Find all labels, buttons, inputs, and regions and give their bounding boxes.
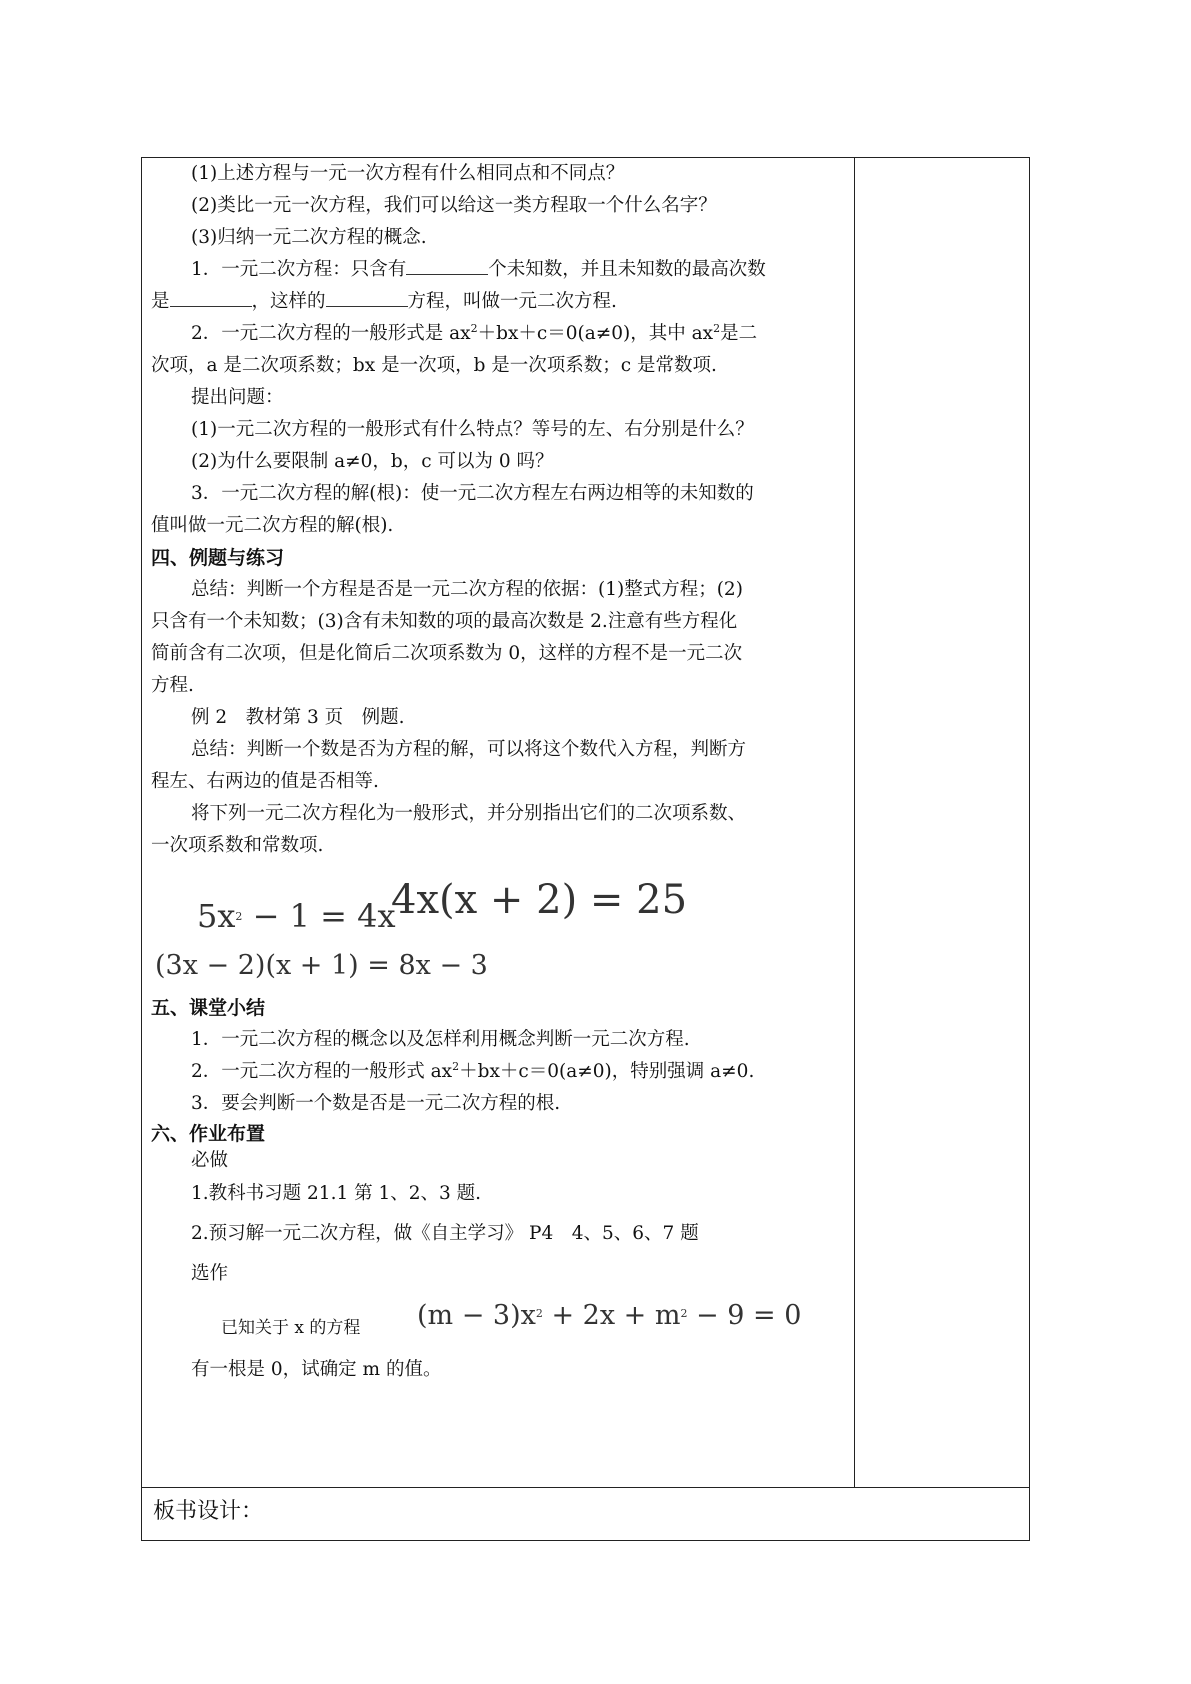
def1-text-a: 1．一元二次方程：只含有 [191, 259, 407, 280]
question-line: (1)上述方程与一元一次方程有什么相同点和不同点？ [191, 163, 625, 184]
example-2: 例 2 教材第 3 页 例题. [191, 707, 405, 728]
superscript: 2 [470, 322, 478, 335]
superscript: 2 [713, 322, 721, 335]
exercise-instruction: 一次项系数和常数项. [151, 835, 324, 856]
summary-item-text-a: 2．一元二次方程的一般形式 ax [191, 1061, 453, 1082]
summary-item [151, 1088, 841, 1120]
def2-text-b: ＋bx＋c＝0(a≠0)，其中 ax [477, 323, 714, 344]
superscript: 2 [452, 1060, 460, 1073]
question-line: (2)类比一元一次方程，我们可以给这一类方程取一个什么名字？ [191, 195, 717, 216]
section-6-title: 六、作业布置 [151, 1123, 266, 1145]
summary-item-text: 3．要会判断一个数是否是一元二次方程的根. [191, 1093, 561, 1114]
equation-3: (3x − 2)(x + 1) = 8x − 3 [155, 950, 488, 981]
fill-blank [326, 286, 408, 307]
question-item: (2)为什么要限制 a≠0，b，c 可以为 0 吗？ [191, 451, 554, 472]
def2-text-c: 是二 [720, 323, 758, 344]
equation-1 [197, 897, 396, 935]
equation-1-b: − 1 = 4x [242, 897, 396, 935]
def1-text-c: 是 [151, 291, 170, 312]
known-label: 已知关于 x 的方程 [221, 1318, 361, 1338]
definition-2 [151, 318, 841, 350]
optional-problem [151, 1294, 841, 1346]
superscript: 2 [535, 1307, 543, 1320]
exercise-equations [151, 877, 841, 992]
question-item: (1)一元二次方程的一般形式有什么特点？等号的左、右分别是什么？ [191, 419, 754, 440]
summary-1: 总结：判断一个方程是否是一元二次方程的依据：(1)整式方程；(2) [191, 579, 743, 600]
summary-item [151, 1024, 841, 1056]
table-row-divider [141, 1487, 1030, 1488]
optional-equation-c: − 9 = 0 [687, 1300, 802, 1331]
def1-text-e: 方程，叫做一元二次方程. [407, 291, 617, 312]
exercise-instruction: 将下列一元二次方程化为一般形式，并分别指出它们的二次项系数、 [191, 803, 747, 824]
definition-2-cont: 次项，a 是二次项系数；bx 是一次项，b 是一次项系数；c 是常数项. [151, 355, 717, 376]
required-label: 必做 [191, 1150, 229, 1171]
board-design-label: 板书设计： [153, 1499, 264, 1524]
table-column-divider [854, 157, 855, 1487]
def1-text-d: ，这样的 [251, 291, 326, 312]
equation-1-a: 5x [197, 897, 236, 935]
homework-item: 2.预习解一元二次方程，做《自主学习》 P4 4、5、6、7 题 [191, 1223, 699, 1244]
optional-label: 选作 [191, 1263, 229, 1284]
summary-item-text-b: ＋bx＋c＝0(a≠0)，特别强调 a≠0. [459, 1061, 755, 1082]
optional-equation [417, 1300, 801, 1332]
summary-1: 只含有一个未知数；(3)含有未知数的项的最高次数是 2.注意有些方程化 [151, 611, 738, 632]
questions-intro: 提出问题： [191, 387, 284, 408]
definition-3-cont: 值叫做一元二次方程的解(根). [151, 515, 394, 536]
homework-item: 1.教科书习题 21.1 第 1、2、3 题. [191, 1183, 482, 1204]
section-5-title: 五、课堂小结 [151, 997, 266, 1019]
superscript: 2 [235, 910, 243, 923]
definition-3: 3．一元二次方程的解(根)：使一元二次方程左右两边相等的未知数的 [191, 483, 754, 504]
summary-1: 方程. [151, 675, 194, 696]
summary-2: 程左、右两边的值是否相等. [151, 771, 379, 792]
optional-equation-b: + 2x + m [542, 1300, 681, 1331]
equation-2: 4x(x + 2) = 25 [391, 877, 688, 923]
summary-2: 总结：判断一个数是否为方程的解，可以将这个数代入方程，判断方 [191, 739, 747, 760]
summary-1: 简前含有二次项，但是化简后二次项系数为 0，这样的方程不是一元二次 [151, 643, 743, 664]
section-4-title: 四、例题与练习 [151, 547, 285, 569]
fill-blank [406, 254, 488, 275]
optional-equation-a: (m − 3)x [417, 1300, 536, 1331]
lesson-content [151, 158, 841, 1386]
definition-1 [151, 254, 841, 286]
def1-text-b: 个未知数，并且未知数的最高次数 [488, 259, 766, 280]
summary-item-text: 1．一元二次方程的概念以及怎样利用概念判断一元二次方程. [191, 1029, 690, 1050]
summary-item [151, 1056, 841, 1088]
superscript: 2 [680, 1307, 688, 1320]
optional-problem-question: 有一根是 0，试确定 m 的值。 [191, 1359, 442, 1380]
question-line: (3)归纳一元二次方程的概念. [191, 227, 427, 248]
def2-text-a: 2．一元二次方程的一般形式是 ax [191, 323, 471, 344]
fill-blank [170, 286, 252, 307]
definition-1-cont [151, 286, 841, 318]
